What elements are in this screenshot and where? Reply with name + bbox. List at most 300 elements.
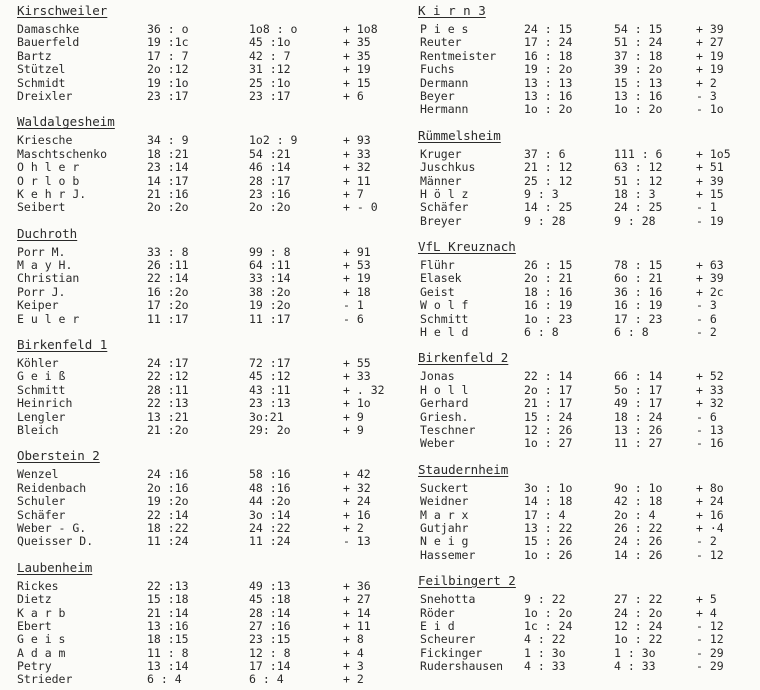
player-name: Scheurer (420, 632, 476, 647)
ratio-first: 21 :2o (147, 422, 189, 437)
player-row (17, 357, 387, 370)
score-difference: - 2 (696, 534, 717, 549)
score-difference: + 39 (696, 271, 724, 286)
player-row (17, 134, 387, 147)
player-row (17, 522, 387, 535)
player-row (17, 175, 387, 188)
score-difference: + 2 (696, 75, 717, 90)
ratio-second: 42 : 18 (614, 494, 663, 509)
score-difference: - 13 (343, 534, 371, 549)
ratio-first: 19 :1c (147, 35, 189, 50)
player-name: Rickes (17, 578, 59, 593)
score-difference: + 63 (696, 258, 724, 273)
ratio-second: 13 : 16 (614, 88, 663, 103)
ratio-second: 23 :15 (249, 632, 291, 647)
player-row (418, 437, 753, 450)
ratio-first: 1c : 24 (524, 618, 573, 633)
ratio-second: 23 :17 (249, 88, 291, 103)
ratio-first: 1o : 27 (524, 436, 573, 451)
player-row (418, 148, 753, 161)
score-difference: + 14 (343, 605, 371, 620)
left-column (17, 0, 387, 687)
player-row (418, 411, 753, 424)
player-name: Elasek (420, 271, 462, 286)
ratio-first: 9 : 3 (524, 186, 559, 201)
player-row (418, 188, 753, 201)
player-row (17, 411, 387, 424)
score-difference: + 2 (343, 520, 364, 535)
ratio-first: 22 :12 (147, 369, 189, 384)
team-block-oberstein-2 (17, 448, 387, 548)
ratio-second: 1 : 3o (614, 645, 656, 660)
score-difference: + 8o (696, 480, 724, 495)
player-row (418, 593, 753, 606)
ratio-second: 18 : 24 (614, 409, 663, 424)
ratio-first: 15 :18 (147, 592, 189, 607)
ratio-second: 24 : 26 (614, 534, 663, 549)
player-row (17, 36, 387, 49)
ratio-first: 23 :17 (147, 88, 189, 103)
score-difference: + 1o (343, 396, 371, 411)
player-name: Petry (17, 659, 52, 674)
ratio-first: 16 :2o (147, 284, 189, 299)
player-name: Weber (420, 436, 455, 451)
ratio-first: 26 : 15 (524, 258, 573, 273)
player-name: Teschner (420, 422, 476, 437)
score-difference: + ·4 (696, 520, 724, 535)
player-name: Christian (17, 271, 80, 286)
ratio-first: 13 :21 (147, 409, 189, 424)
player-name: Schmitt (420, 311, 469, 326)
score-difference: + 42 (343, 467, 371, 482)
player-name: M a y H. (17, 258, 73, 273)
team-block-birkenfeld-1 (17, 337, 387, 437)
ratio-first: 9 : 28 (524, 213, 566, 228)
ratio-second: 2o :2o (249, 200, 291, 215)
player-name: Griesh. (420, 409, 469, 424)
player-row (418, 313, 753, 326)
ratio-second: 14 : 26 (614, 547, 663, 562)
player-name: Breyer (420, 213, 462, 228)
score-difference: + 32 (343, 160, 371, 175)
score-difference: + 15 (343, 75, 371, 90)
score-difference: - 3 (696, 88, 717, 103)
ratio-second: 27 : 22 (614, 592, 663, 607)
player-row (17, 148, 387, 161)
player-name: Männer (420, 173, 462, 188)
ratio-first: 19 :2o (147, 494, 189, 509)
ratio-first: 13 : 22 (524, 520, 573, 535)
player-name: Ebert (17, 618, 52, 633)
ratio-second: 54 : 15 (614, 22, 663, 36)
player-name: Dietz (17, 592, 52, 607)
player-name: H e l d (420, 325, 469, 340)
player-row (418, 326, 753, 339)
ratio-first: 15 : 24 (524, 409, 573, 424)
score-difference: - 6 (696, 409, 717, 424)
player-name: Schmitt (17, 382, 66, 397)
player-row (418, 370, 753, 383)
score-difference: + 27 (343, 592, 371, 607)
ratio-first: 3o : 1o (524, 480, 573, 495)
score-difference: + 52 (696, 369, 724, 384)
score-difference: + 19 (696, 62, 724, 77)
ratio-second: 11 :17 (249, 311, 291, 326)
player-row (17, 482, 387, 495)
ratio-first: 13 : 13 (524, 75, 573, 90)
ratio-first: 13 :16 (147, 618, 189, 633)
player-name: E u l e r (17, 311, 80, 326)
ratio-first: 21 :14 (147, 605, 189, 620)
ratio-first: 1o : 2o (524, 605, 573, 620)
player-name: G e i ß (17, 369, 66, 384)
team-name: Duchroth (17, 225, 78, 241)
ratio-second: 43 :11 (249, 382, 291, 397)
team-name: Birkenfeld 1 (17, 337, 108, 353)
ratio-second: 16 : 19 (614, 298, 663, 313)
ratio-second: 17 : 23 (614, 311, 663, 326)
ratio-second: 37 : 18 (614, 48, 663, 63)
score-difference: + 32 (696, 396, 724, 411)
player-row (17, 633, 387, 646)
ratio-second: 54 :21 (249, 146, 291, 161)
ratio-first: 19 : 2o (524, 62, 573, 77)
ratio-second: 11 : 27 (614, 436, 663, 451)
score-difference: + 18 (343, 284, 371, 299)
score-difference: + 35 (343, 48, 371, 63)
score-difference: + 19 (343, 62, 371, 77)
ratio-first: 6 : 4 (147, 672, 182, 687)
score-difference: + 91 (343, 244, 371, 259)
player-row (418, 77, 753, 90)
ratio-second: 29: 2o (249, 422, 291, 437)
ratio-first: 17 : 4 (524, 507, 566, 522)
team-block-kirschweiler (17, 3, 387, 103)
score-difference: + 39 (696, 173, 724, 188)
ratio-second: 31 :12 (249, 62, 291, 77)
score-difference: + 4 (343, 645, 364, 660)
player-name: Jonas (420, 369, 455, 384)
player-name: Köhler (17, 356, 59, 371)
player-row (17, 384, 387, 397)
ratio-first: 2o :2o (147, 200, 189, 215)
ratio-first: 19 :1o (147, 75, 189, 90)
team-name: K i r n 3 (418, 3, 486, 18)
player-row (418, 549, 753, 562)
team-name: Feilbingert 2 (418, 573, 516, 589)
player-name: Maschtschenko (17, 146, 108, 161)
ratio-second: 66 : 14 (614, 369, 663, 384)
ratio-first: 18 :15 (147, 632, 189, 647)
player-name: M a r x (420, 507, 469, 522)
player-name: Seibert (17, 200, 66, 215)
score-difference: + 1o5 (696, 146, 731, 161)
team-block-duchroth (17, 226, 387, 326)
score-difference: + 53 (343, 258, 371, 273)
score-difference: + 33 (343, 369, 371, 384)
score-difference: + 35 (343, 35, 371, 50)
ratio-second: 24 : 25 (614, 200, 663, 215)
ratio-second: 6o : 21 (614, 271, 663, 286)
ratio-first: 18 :21 (147, 146, 189, 161)
ratio-second: 19 :2o (249, 298, 291, 313)
ratio-second: 6 : 4 (249, 672, 284, 687)
score-difference: + 32 (343, 480, 371, 495)
ratio-first: 28 :11 (147, 382, 189, 397)
score-difference: + 3 (343, 659, 364, 674)
ratio-first: 25 : 12 (524, 173, 573, 188)
player-row (17, 50, 387, 63)
ratio-second: 3o :14 (249, 507, 291, 522)
player-row (17, 286, 387, 299)
ratio-second: 28 :17 (249, 173, 291, 188)
team-block-k-i-r-n-3 (418, 3, 753, 117)
player-name: A d a m (17, 645, 66, 660)
ratio-second: 64 :11 (249, 258, 291, 273)
player-row (17, 397, 387, 410)
score-difference: - 1 (696, 200, 717, 215)
player-name: E i d (420, 618, 455, 633)
player-row (418, 161, 753, 174)
player-name: Dreixler (17, 88, 73, 103)
team-block-staudernheim (418, 462, 753, 562)
score-difference: - 19 (696, 213, 724, 228)
ratio-first: 17 : 7 (147, 48, 189, 63)
ratio-first: 18 : 16 (524, 284, 573, 299)
player-row (17, 77, 387, 90)
ratio-first: 9 : 22 (524, 592, 566, 607)
player-name: G e i s (17, 632, 66, 647)
player-name: H ö l z (420, 186, 469, 201)
player-row (418, 286, 753, 299)
ratio-second: 46 :14 (249, 160, 291, 175)
player-name: Juschkus (420, 160, 476, 175)
player-row (17, 593, 387, 606)
ratio-second: 12 : 8 (249, 645, 291, 660)
ratio-second: 3o:21 (249, 409, 284, 424)
score-difference: - 1 (343, 298, 364, 313)
ratio-first: 11 : 8 (147, 645, 189, 660)
score-difference: - 2 (696, 325, 717, 340)
player-row (17, 660, 387, 673)
player-name: Damaschke (17, 22, 80, 36)
score-difference: + 51 (696, 160, 724, 175)
ratio-second: 26 : 22 (614, 520, 663, 535)
ratio-first: 26 :11 (147, 258, 189, 273)
player-row (418, 660, 753, 673)
ratio-second: 6 : 8 (614, 325, 649, 340)
player-row (17, 63, 387, 76)
score-difference: + 2c (696, 284, 724, 299)
score-difference: - 1o (696, 102, 724, 117)
ratio-first: 22 : 14 (524, 369, 573, 384)
player-row (17, 607, 387, 620)
score-difference: + . 32 (343, 382, 385, 397)
player-name: Bleich (17, 422, 59, 437)
team-name: Staudernheim (418, 461, 509, 477)
ratio-second: 1o : 22 (614, 632, 663, 647)
ratio-first: 2o :12 (147, 62, 189, 77)
player-row (418, 607, 753, 620)
ratio-first: 37 : 6 (524, 146, 566, 161)
ratio-first: 15 : 26 (524, 534, 573, 549)
player-row (418, 633, 753, 646)
ratio-second: 23 :13 (249, 396, 291, 411)
player-row (17, 259, 387, 272)
score-difference: + 1o8 (343, 22, 378, 36)
ratio-second: 45 :12 (249, 369, 291, 384)
player-name: Flühr (420, 258, 455, 273)
score-difference: + 11 (343, 173, 371, 188)
ratio-first: 1 : 3o (524, 645, 566, 660)
score-difference: + 9 (343, 409, 364, 424)
score-difference: + 7 (343, 186, 364, 201)
team-name: Oberstein 2 (17, 448, 100, 464)
player-row (17, 647, 387, 660)
player-row (17, 580, 387, 593)
team-block-laubenheim (17, 560, 387, 687)
ratio-first: 24 :16 (147, 467, 189, 482)
player-name: W o l f (420, 298, 469, 313)
player-name: Beyer (420, 88, 455, 103)
ratio-second: 42 : 7 (249, 48, 291, 63)
player-name: K a r b (17, 605, 66, 620)
score-difference: + - 0 (343, 200, 378, 215)
team-name: Kirschweiler (17, 3, 108, 18)
player-row (418, 299, 753, 312)
ratio-first: 2o : 17 (524, 382, 573, 397)
player-name: Stützel (17, 62, 66, 77)
player-name: Fickinger (420, 645, 483, 660)
ratio-first: 1o : 23 (524, 311, 573, 326)
player-row (17, 495, 387, 508)
score-difference: - 6 (696, 311, 717, 326)
player-row (17, 299, 387, 312)
ratio-second: 51 : 24 (614, 35, 663, 50)
ratio-first: 22 :13 (147, 578, 189, 593)
player-name: Snehotta (420, 592, 476, 607)
ratio-first: 6 : 8 (524, 325, 559, 340)
score-difference: - 16 (696, 436, 724, 451)
score-difference: - 13 (696, 422, 724, 437)
ratio-first: 1o : 2o (524, 102, 573, 117)
ratio-first: 14 : 18 (524, 494, 573, 509)
score-difference: + 36 (343, 578, 371, 593)
player-name: Kriesche (17, 133, 73, 148)
score-difference: + 19 (696, 48, 724, 63)
player-row (418, 384, 753, 397)
ratio-second: 99 : 8 (249, 244, 291, 259)
player-row (17, 370, 387, 383)
score-difference: + 33 (696, 382, 724, 397)
ratio-first: 4 : 22 (524, 632, 566, 647)
player-name: Rudershausen (420, 659, 504, 674)
player-row (418, 424, 753, 437)
score-difference: + 16 (343, 507, 371, 522)
player-row (17, 272, 387, 285)
score-difference: - 12 (696, 547, 724, 562)
ratio-first: 36 : o (147, 22, 189, 36)
player-row (418, 23, 753, 36)
player-row (418, 482, 753, 495)
score-difference: - 3 (696, 298, 717, 313)
player-name: Rentmeister (420, 48, 497, 63)
player-name: Gutjahr (420, 520, 469, 535)
player-name: Suckert (420, 480, 469, 495)
player-name: Porr M. (17, 244, 66, 259)
ratio-first: 2o :16 (147, 480, 189, 495)
score-difference: - 12 (696, 632, 724, 647)
player-row (17, 201, 387, 214)
ratio-second: 27 :16 (249, 618, 291, 633)
player-row (17, 161, 387, 174)
ratio-second: 11 :24 (249, 534, 291, 549)
ratio-second: 48 :16 (249, 480, 291, 495)
player-name: O h l e r (17, 160, 80, 175)
player-row (17, 313, 387, 326)
ratio-second: 2o : 4 (614, 507, 656, 522)
ratio-second: 39 : 2o (614, 62, 663, 77)
player-name: Reuter (420, 35, 462, 50)
score-difference: + 5 (696, 592, 717, 607)
player-row (17, 188, 387, 201)
player-row (17, 673, 387, 686)
player-name: Schmidt (17, 75, 66, 90)
player-row (418, 175, 753, 188)
score-difference: + 27 (696, 35, 724, 50)
player-name: Schuler (17, 494, 66, 509)
ratio-first: 16 : 18 (524, 48, 573, 63)
player-row (418, 259, 753, 272)
player-name: Schäfer (420, 200, 469, 215)
player-name: Reidenbach (17, 480, 87, 495)
player-row (418, 397, 753, 410)
player-name: Weber - G. (17, 520, 87, 535)
player-name: Bauerfeld (17, 35, 80, 50)
player-name: Geist (420, 284, 455, 299)
ratio-first: 23 :14 (147, 160, 189, 175)
score-difference: + 4 (696, 605, 717, 620)
player-row (17, 246, 387, 259)
player-name: H o l l (420, 382, 469, 397)
ratio-second: 1o : 2o (614, 102, 663, 117)
player-row (17, 509, 387, 522)
ratio-first: 22 :14 (147, 507, 189, 522)
team-block-r-mmelsheim (418, 128, 753, 228)
player-row (17, 468, 387, 481)
player-row (17, 23, 387, 36)
player-name: O r l o b (17, 173, 80, 188)
score-difference: + 11 (343, 618, 371, 633)
player-row (418, 215, 753, 228)
player-row (418, 647, 753, 660)
ratio-first: 33 : 8 (147, 244, 189, 259)
player-name: Strieder (17, 672, 73, 687)
player-row (418, 509, 753, 522)
player-row (17, 90, 387, 103)
ratio-second: 15 : 13 (614, 75, 663, 90)
ratio-first: 21 : 12 (524, 160, 573, 175)
ratio-second: 49 :13 (249, 578, 291, 593)
score-difference: + 16 (696, 507, 724, 522)
player-row (418, 103, 753, 116)
score-difference: + 15 (696, 186, 724, 201)
ratio-second: 45 :1o (249, 35, 291, 50)
score-difference: + 39 (696, 22, 724, 36)
ratio-second: 24 : 2o (614, 605, 663, 620)
ratio-second: 12 : 24 (614, 618, 663, 633)
player-name: N e i g (420, 534, 469, 549)
